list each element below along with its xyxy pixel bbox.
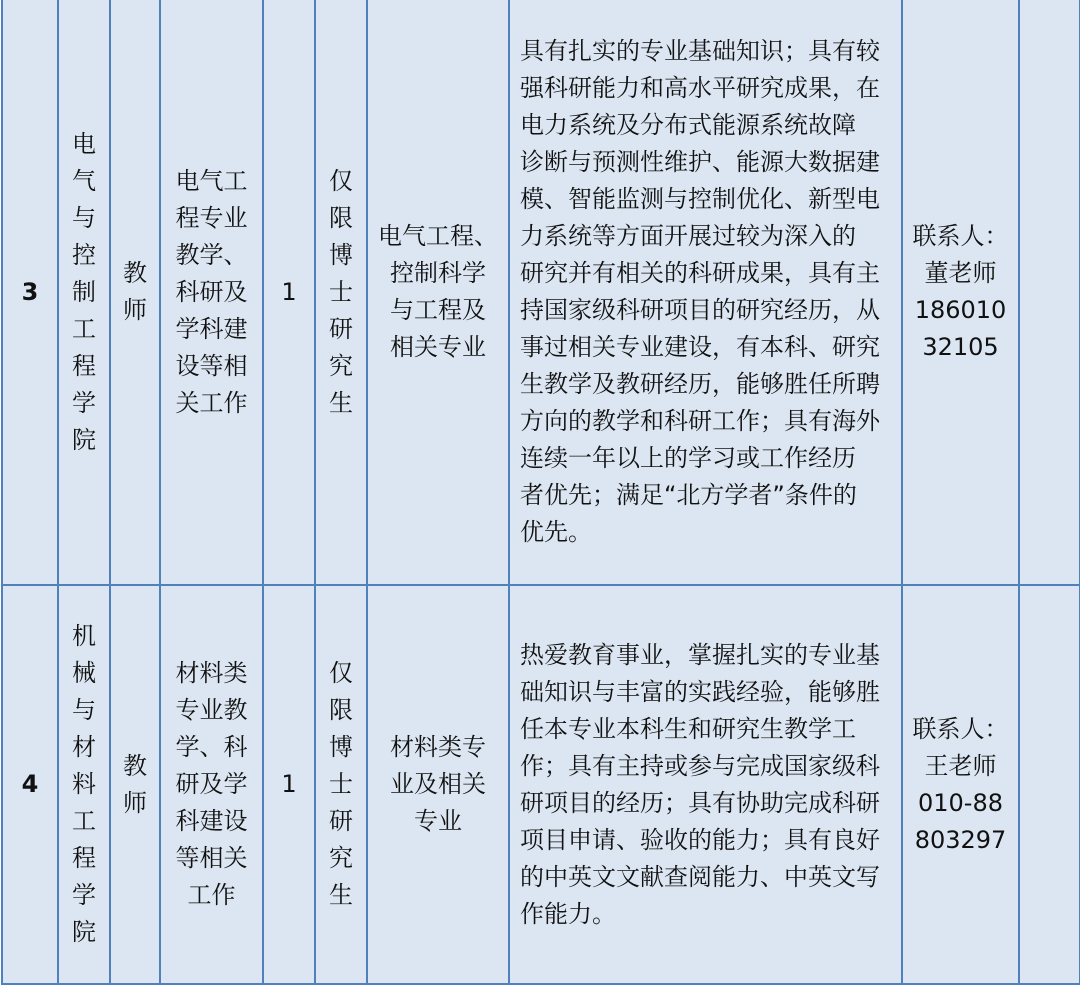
table-row [2, 585, 1080, 984]
row-number: 4 [2, 585, 58, 984]
college-cell: 机 械 与 材 料 工 程 学 院 [58, 585, 110, 984]
college-cell: 电 气 与 控 制 工 程 学 院 [58, 0, 110, 585]
major-cell: 电气工程、 控制科学 与工程及 相关专业 [367, 0, 509, 585]
position-cell: 教 师 [110, 0, 160, 585]
major-cell: 材料类专 业及相关 专业 [367, 585, 509, 984]
requirements-cell: 热爱教育事业，掌握扎实的专业基 础知识与丰富的实践经验，能够胜 任本专业本科生和研究生教学工 作；具有主持或参与完成国家级科 研项目的经历；具有协助完成科研 项目申请、验收的能力；具有良好 的中英文文献查阅能力、中英文写 作能力。 [509, 585, 902, 984]
count-cell: 1 [263, 585, 315, 984]
duties-cell: 材料类 专业教 学、科 研及学 科建设 等相关 工作 [160, 585, 263, 984]
education-cell: 仅 限 博 士 研 究 生 [315, 0, 367, 585]
row-number: 3 [2, 0, 58, 585]
empty-cell [1019, 0, 1080, 585]
count-cell: 1 [263, 0, 315, 585]
recruitment-table [1, 0, 1080, 985]
duties-cell: 电气工 程专业 教学、 科研及 学科建 设等相 关工作 [160, 0, 263, 585]
contact-cell: 联系人： 董老师 186010 32105 [902, 0, 1019, 585]
position-cell: 教 师 [110, 585, 160, 984]
education-cell: 仅 限 博 士 研 究 生 [315, 585, 367, 984]
requirements-cell: 具有扎实的专业基础知识；具有较 强科研能力和高水平研究成果，在 电力系统及分布式能源系统故障 诊断与预测性维护、能源大数据建 模、智能监测与控制优化、新型电 力系统等方面开展过较为深入的 研究并有相关的科研成果，具有主 持国家级科研项目的研究经历，从 事过相关专业建设，有本科、研究 生教学及教研经历，能够胜任所聘 方向的教学和科研工作；具有海外 连续一年以上的学习或工作经历 者优先；满足“北方学者”条件的 优先。 [509, 0, 902, 585]
contact-cell: 联系人： 王老师 010-88 803297 [902, 585, 1019, 984]
table-row [2, 0, 1080, 585]
empty-cell [1019, 585, 1080, 984]
